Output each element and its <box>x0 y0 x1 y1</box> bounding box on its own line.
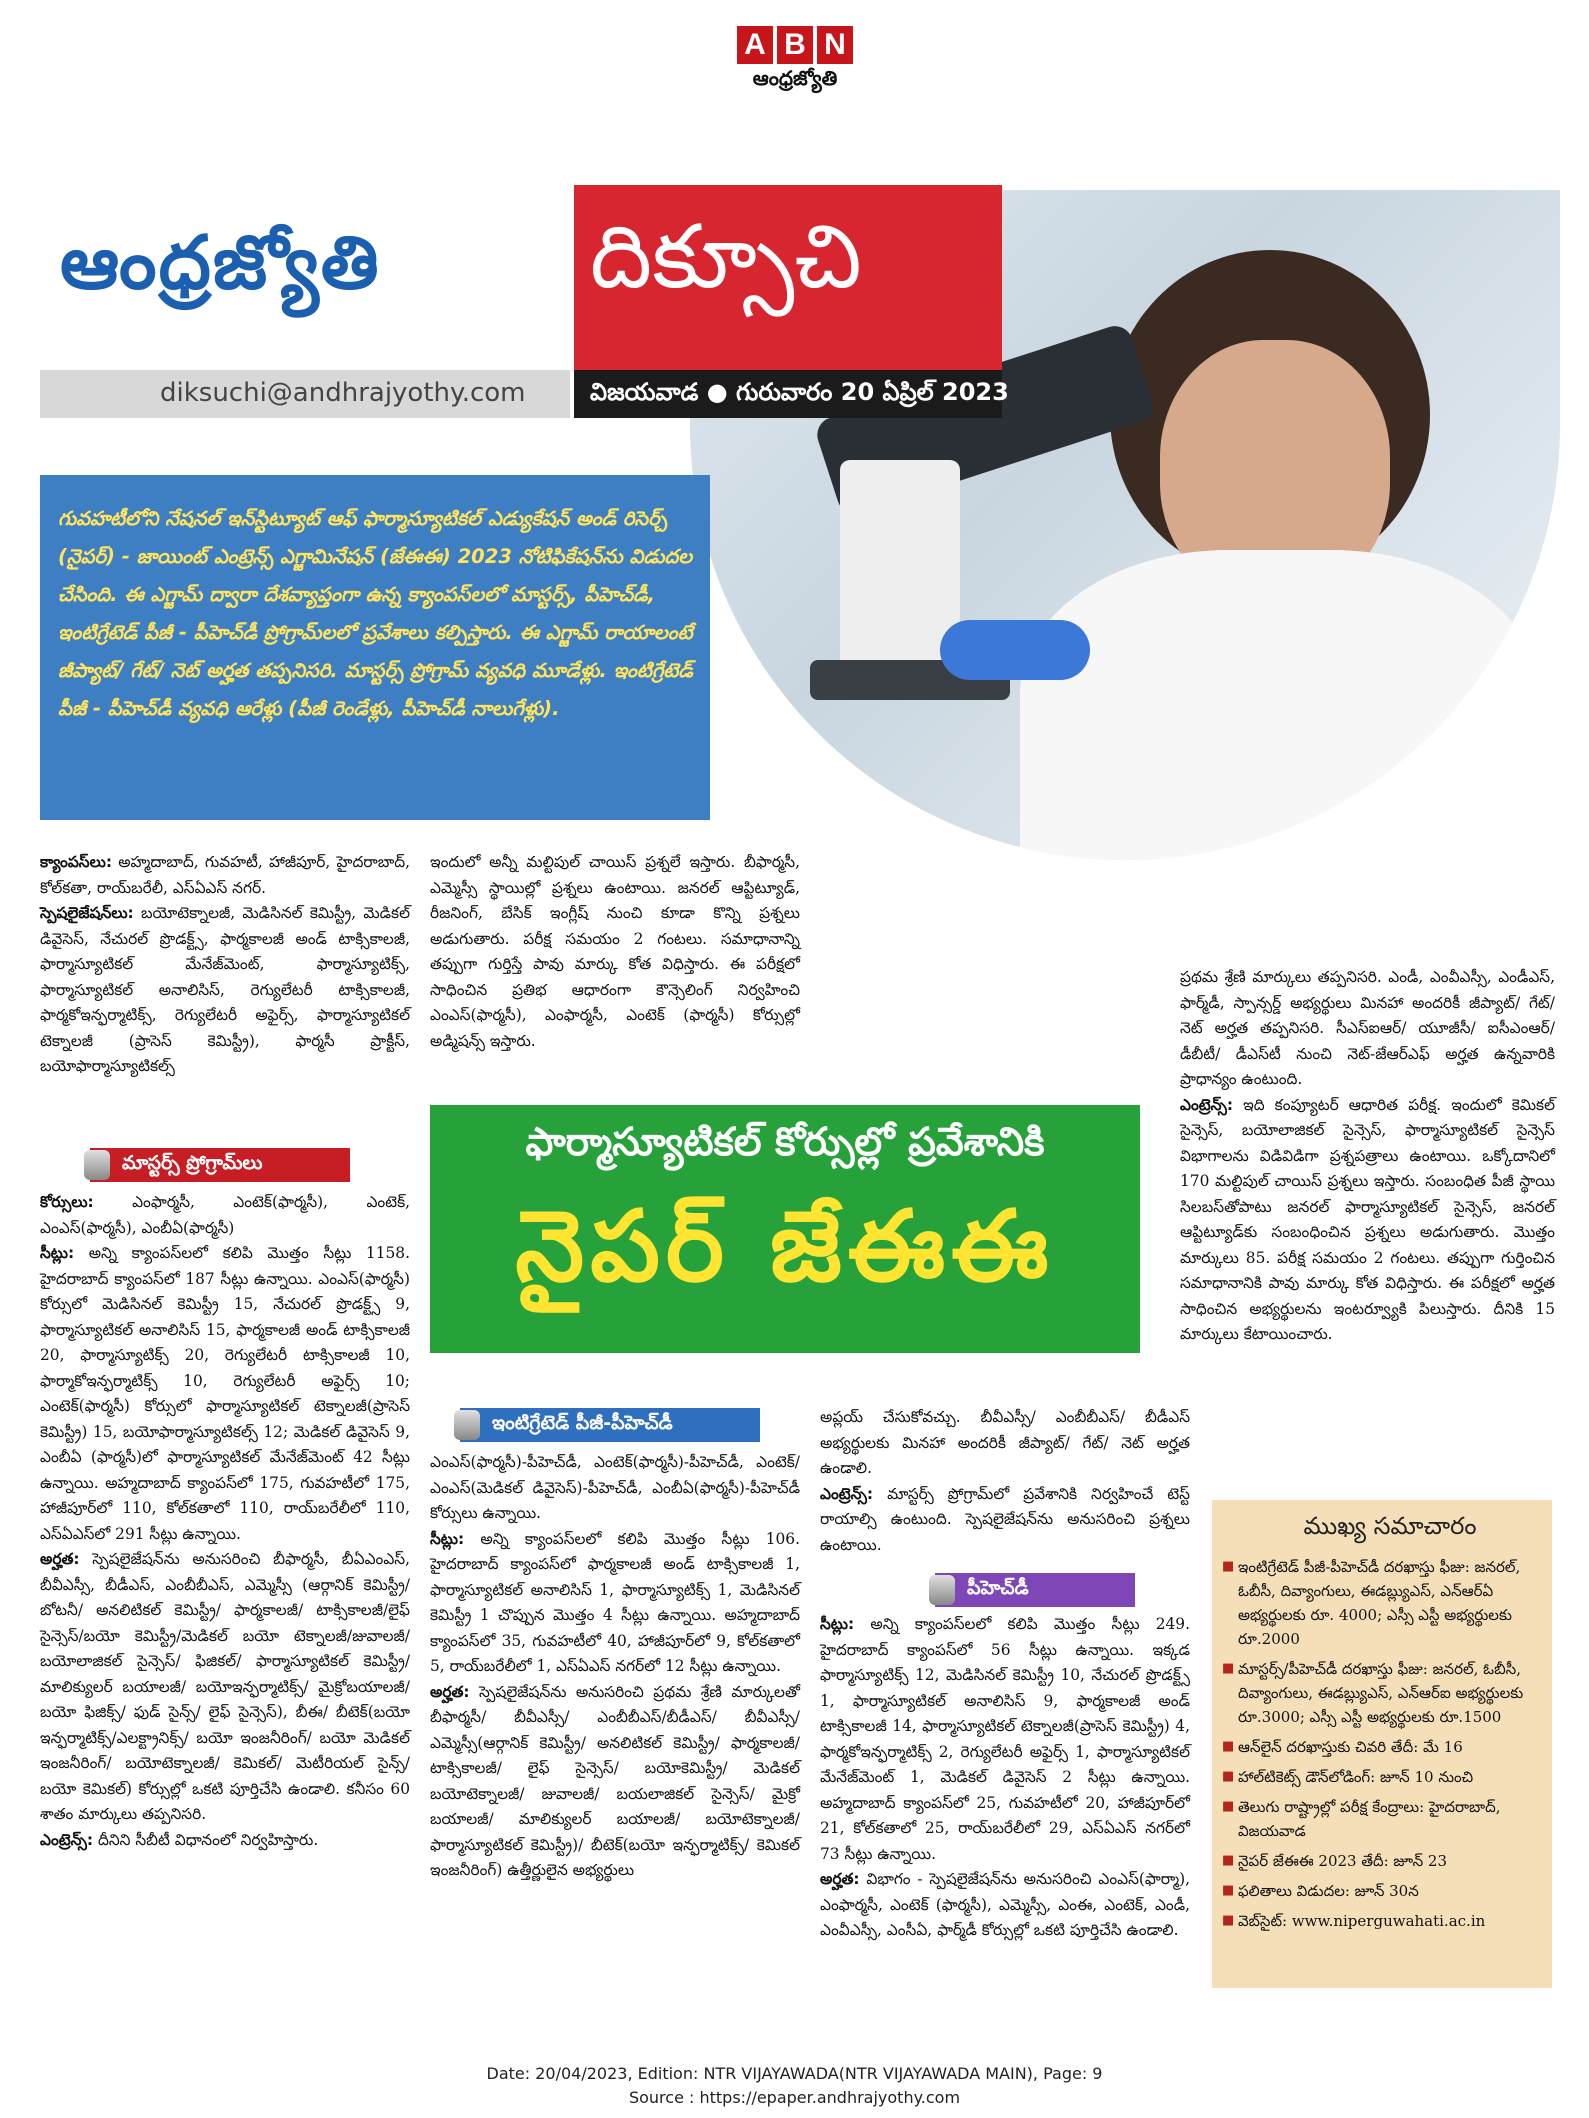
masters-ribbon <box>90 1148 350 1182</box>
paper-title: ఆంధ్రజ్యోతి <box>60 220 381 306</box>
list-item: ■ హాల్‌టికెట్స్ డౌన్‌లోడింగ్: జూన్ 10 నుంచి <box>1222 1765 1552 1789</box>
int-elig-text: స్పెషలైజేషన్‌ను అనుసరించి ప్రథమ శ్రేణి మార్కులతో బీఫార్మసీ/ బీవీఎస్సీ/ ఎంబీబీఎస్/బీడీఎస్/ బీవీఎస్సీ/ ఎమ్మెస్సీ(ఆర్గానిక్ కెమిస్ట్రీ/ అనలిటికల్ కెమిస్ట్రీ/ ఫార్మకాలజీ/ టాక్సికాలజీ/ లైఫ్ సైన్సెస్/ బయోకెమిస్ట్రీ/ మెడికల్ బయోటెక్నాలజీ/ జువాలజీ/ బయలాజికల్ సైన్సెస్/ మైక్రో బయాలజీ/ మాలిక్యులర్ బయాలజీ/ బయోటెక్నాలజీ/ ఫార్మాస్యూటికల్ కెమిస్ట్రీ)/ బీటెక్(బయో ఇన్ఫర్మాటిక్స్/ కెమికల్ ఇంజనీరింగ్) ఉత్తీర్ణులైన అభ్యర్థులు <box>430 1682 800 1879</box>
seats-label: సీట్లు: <box>40 1244 75 1262</box>
integrated-ribbon-label: ఇంటిగ్రేటెడ్ పీజీ-పీహెచ్‌డీ <box>492 1411 673 1434</box>
website-link[interactable]: ■ వెబ్‌సైట్: www.niperguwahati.ac.in <box>1222 1909 1552 1933</box>
phd-seats-label: సీట్లు: <box>820 1615 855 1633</box>
col3-cont-text: అప్లయ్ చేసుకోవచ్చు. బీవీఎస్సీ/ ఎంబీబీఎస్/ బీడీఎస్ అభ్యర్థులకు మినహా అందరికీ జీప్యాట్/ గేట్/ నెట్ అర్హత ఉండాలి. <box>820 1408 1190 1477</box>
column-1-lower <box>40 1190 410 1853</box>
campus-label: క్యాంపస్‌లు: <box>40 853 112 871</box>
col4-entrance-label: ఎంట్రెన్స్: <box>1180 1095 1234 1114</box>
footer-source[interactable]: Source : https://epaper.andhrajyothy.com <box>628 2088 961 2107</box>
capsule-icon <box>454 1410 480 1440</box>
capsule-icon <box>929 1575 955 1605</box>
section-title: దిక్సూచి <box>590 205 862 308</box>
col4-entrance-text: ఇది కంప్యూటర్ ఆధారిత పరీక్ష. ఇందులో కెమికల్ సైన్సెస్, బయోలాజికల్ సైన్సెస్, ఫార్మాస్యూటికల్ సైన్సెస్ విభాగాలను విడివిడిగా ప్రశ్నపత్రాలు ఉంటాయి. ఒక్కోదానిలో 170 మల్టిపుల్ చాయిస్ ప్రశ్నలు ఇస్తారు. సంబంధిత పీజీ స్థాయి సిలబస్‌తోపాటు జనరల్ ఫార్మాస్యూటికల్ సైన్సెస్, జనరల్ ఆప్టిట్యూడ్‌కు సంబంధించిన ప్రశ్నలు అడుగుతారు. మొత్తం మార్కులు 85. పరీక్ష సమయం 2 గంటలు. తప్పుగా గుర్తించిన సమాధానానికి పావు మార్కు కోత విధిస్తారు. ఈ పరీక్షలో అర్హత సాధించిన అభ్యర్థులను ఇంటర్వ్యూకి పిలుస్తారు. దీనికి 15 మార్కులు కేటాయించారు. <box>1180 1095 1555 1343</box>
key-info-title: ముఖ్య సమాచారం <box>1303 1512 1477 1540</box>
headline-line-1: ఫార్మాస్యూటికల్ కోర్సుల్లో ప్రవేశానికి <box>525 1120 1045 1165</box>
col3-entrance-label: ఎంట్రెన్స్: <box>820 1484 874 1503</box>
list-item: ■ తెలుగు రాష్ట్రాల్లో పరీక్ష కేంద్రాలు: హైదరాబాద్, విజయవాడ <box>1222 1795 1552 1843</box>
abn-logo <box>735 26 855 95</box>
spec-label: స్పెషలైజేషన్‌లు: <box>40 904 134 922</box>
courses-label: కోర్సులు: <box>40 1193 94 1211</box>
phd-ribbon-label: పీహెచ్‌డీ <box>967 1576 1029 1599</box>
list-item: ■ మాస్టర్స్/పీహెచ్‌డీ దరఖాస్తు ఫీజు: జనరల్, ఓబీసీ, దివ్యాంగులు, ఈడబ్ల్యుఎస్, ఎన్ఆర్ఐ అభ్యర్థులకు రూ.3000; ఎస్సీ ఎస్టీ అభ్యర్థులకు రూ.1500 <box>1222 1657 1552 1729</box>
entrance-text: దీనిని సీబీటీ విధానంలో నిర్వహిస్తారు. <box>98 1830 319 1849</box>
column-2-bottom <box>430 1450 800 1884</box>
integrated-intro: ఎంఎస్(ఫార్మసీ)-పీహెచ్‌డీ, ఎంటెక్(ఫార్మసీ)-పీహెచ్‌డీ, ఎంటెక్/ఎంఎస్(మెడికల్ డివైసెస్)-పీహెచ్‌డీ, ఎంబీఏ(ఫార్మసీ)-పీహెచ్‌డీ కోర్సులు ఉన్నాయి. <box>430 1453 800 1522</box>
key-info-list <box>1222 1555 1552 1939</box>
integrated-ribbon <box>460 1408 760 1442</box>
column-1 <box>40 850 410 1080</box>
logo-letter-a: A <box>737 26 773 64</box>
column-4 <box>1180 965 1555 1348</box>
phd-elig-label: అర్హత: <box>820 1870 860 1888</box>
list-item: ■ నైపర్ జేఈఈ 2023 తేదీ: జూన్ 23 <box>1222 1849 1552 1873</box>
logo-letter-n: N <box>817 26 853 64</box>
col3-entrance-text: మాస్టర్స్ ప్రోగ్రామ్‌లో ప్రవేశానికి నిర్వహించే టెస్ట్ రాయాల్సి ఉంటుంది. స్పెషలైజేషన్‌ను అనుసరించి ప్రశ్నలు ఉంటాయి. <box>820 1484 1190 1554</box>
elig-label: అర్హత: <box>40 1550 80 1568</box>
phd-ribbon <box>935 1573 1135 1607</box>
col2-top-text: ఇందులో అన్నీ మల్టిపుల్ చాయిస్ ప్రశ్నలే ఇస్తారు. బీఫార్మసీ, ఎమ్మెస్సీ స్థాయిల్లో ప్రశ్నలు ఉంటాయి. జనరల్ ఆప్టిట్యూడ్, రీజనింగ్, బేసిక్ ఇంగ్లీష్ నుంచి కూడా కొన్ని ప్రశ్నలు అడుగుతారు. పరీక్ష సమయం 2 గంటలు. సమాధానాన్ని తప్పుగా గుర్తిస్తే పావు మార్కు కోత విధిస్తారు. ఈ పరీక్షలో సాధించిన ప్రతిభ ఆధారంగా కౌన్సెలింగ్ నిర్వహించి ఎంఎస్(ఫార్మసీ), ఎంఫార్మసీ, ఎంటెక్ (ఫార్మసీ) కోర్సుల్లో అడ్మిషన్స్ ఇస్తారు. <box>430 853 800 1050</box>
footer-edition: Date: 20/04/2023, Edition: NTR VIJAYAWADA(NTR VIJAYAWADA MAIN), Page: 9 <box>486 2064 1103 2083</box>
section-email: diksuchi@andhrajyothy.com <box>160 378 526 408</box>
column-2-top <box>430 850 800 1054</box>
courses-text: ఎంఫార్మసీ, ఎంటెక్(ఫార్మసీ), ఎంటెక్, ఎంఎస్(ఫార్మసీ), ఎంబీఏ(ఫార్మసీ) <box>40 1193 410 1237</box>
headline-line-2: నైపర్ జేఈఈ <box>515 1190 1055 1304</box>
int-seats-label: సీట్లు: <box>430 1529 465 1548</box>
spec-text: బయోటెక్నాలజీ, మెడిసినల్ కెమిస్ట్రీ, మెడికల్ డివైసెస్, నేచురల్ ప్రొడక్ట్స్, ఫార్మకాలజీ అండ్ టాక్సికాలజీ, ఫార్మాస్యూటికల్ మేనేజ్‌మెంట్, ఫార్మాస్యూటిక్స్, ఫార్మాస్యూటికల్ అనాలిసిస్, రెగ్యులేటరీ టాక్సికాలజీ, ఫార్మకోఇన్ఫర్మాటిక్స్, రెగ్యులేటరీ అఫైర్స్, ఫార్మాస్యూటికల్ టెక్నాలజీ (ప్రాసెస్ కెమిస్ట్రీ), ఫార్మసీ ప్రాక్టీస్, బయోఫార్మాస్యూటికల్స్ <box>40 904 410 1075</box>
phd-elig-text: విభాగం - స్పెషలైజేషన్‌ను అనుసరించి ఎంఎస్(ఫార్మా), ఎంఫార్మసీ, ఎంటెక్ (ఫార్మసీ), ఎమ్మెస్సీ, ఎంఈ, ఎంటెక్, ఎండీ, ఎంవీఎస్సీ, ఎంసీఏ, ఫార్మ్‌డీ కోర్సుల్లో ఒకటి పూర్తిచేసి ఉండాలి. <box>820 1870 1190 1939</box>
column-3 <box>820 1405 1190 1558</box>
logo-subtitle: ఆంధ్రజ్యోతి <box>752 66 838 90</box>
int-seats-text: అన్ని క్యాంపస్‌లలో కలిపి మొత్తం సీట్లు 106. హైదరాబాద్ క్యాంపస్‌లో ఫార్మకాలజీ అండ్ టాక్సికాలజీ 1, ఫార్మాస్యూటికల్ అనాలిసిస్ 1, ఫార్మాస్యూటిక్స్ 1, మెడిసినల్ కెమిస్ట్రీ 1 చొప్పున మొత్తం 4 సీట్లు ఉన్నాయి. అహ్మదాబాద్ క్యాంపస్‌లో 35, గువహటీలో 40, హాజీపూర్‌లో 9, కోల్‌కతాలో 5, రాయ్‌బరేలీలో 1, ఎస్ఏఎస్ నగర్‌లో 12 సీట్లు ఉన్నాయి. <box>430 1529 800 1675</box>
list-item: ■ ఇంటిగ్రేటెడ్ పీజీ-పీహెచ్‌డీ దరఖాస్తు ఫీజు: జనరల్, ఓబీసీ, దివ్యాంగులు, ఈడబ్ల్యుఎస్, ఎన్ఆర్ఏ అభ్యర్థులకు రూ. 4000; ఎస్సీ ఎస్టీ అభ్యర్థులకు రూ.2000 <box>1222 1555 1552 1651</box>
intro-text: గువహటీలోని నేషనల్ ఇన్‌స్టిట్యూట్ ఆఫ్ ఫార్మాస్యూటికల్ ఎడ్యుకేషన్ అండ్ రిసెర్చ్ (నైపర్) - జాయింట్ ఎంట్రెన్స్ ఎగ్జామినేషన్ (జేఈఈ) 2023 నోటిఫికేషన్‌ను విడుదల చేసింది. ఈ ఎగ్జామ్ ద్వారా దేశవ్యాప్తంగా ఉన్న క్యాంపస్‌లలో మాస్టర్స్, పీహెచ్‌డీ, ఇంటిగ్రేటెడ్ పీజీ - పీహెచ్‌డీ ప్రోగ్రామ్‌లలో ప్రవేశాలు కల్పిస్తారు. ఈ ఎగ్జామ్ రాయాలంటే జీప్యాట్/ గేట్/ నెట్ అర్హత తప్పనిసరి. మాస్టర్స్ ప్రోగ్రామ్ వ్యవధి మూడేళ్లు. ఇంటిగ్రేటెడ్ పీజీ - పీహెచ్‌డీ వ్యవధి ఆరేళ్లు (పీజీ రెండేళ్లు, పీహెచ్‌డీ నాలుగేళ్లు). <box>58 507 693 720</box>
list-item: ■ ఆన్‌లైన్ దరఖాస్తుకు చివరి తేదీ: మే 16 <box>1222 1735 1552 1759</box>
int-elig-label: అర్హత: <box>430 1682 470 1701</box>
phd-seats-text: అన్ని క్యాంపస్‌లలో కలిపి మొత్తం సీట్లు 249. హైదరాబాద్ క్యాంపస్‌లో 56 సీట్లు ఉన్నాయి. ఇక్కడ ఫార్మాస్యూటిక్స్ 12, మెడిసినల్ కెమిస్ట్రీ 10, నేచురల్ ప్రొడక్ట్స్ 1, ఫార్మాస్యూటికల్ అనాలిసిస్ 9, ఫార్మకాలజీ అండ్ టాక్సికాలజీ 14, ఫార్మాస్యూటికల్ టెక్నాలజీ(ప్రాసెస్ కెమిస్ట్రీ) 4, ఫార్మకోఇన్ఫర్మాటిక్స్ 2, రెగ్యులేటరీ అఫైర్స్ 1, ఫార్మాస్యూటికల్ మేనేజ్‌మెంట్ 1, మెడికల్ డివైసెస్ 2 సీట్లు ఉన్నాయి. అహ్మదాబాద్ క్యాంపస్‌లో 25, గువహటీలో 20, హాజీపూర్‌లో 21, కోల్‌కతాలో 25, రాయ్‌బరేలీలో 29, ఎస్ఏఎస్ నగర్‌లో 73 సీట్లు ఉన్నాయి. <box>820 1615 1190 1863</box>
capsule-icon <box>84 1150 110 1180</box>
list-item: ■ ఫలితాలు విడుదల: జూన్ 30న <box>1222 1879 1552 1903</box>
entrance-label: ఎంట్రెన్స్: <box>40 1830 94 1849</box>
elig-text: స్పెషలైజేషన్‌ను అనుసరించి బీఫార్మసీ, బీఏఎంఎస్, బీవీఎస్సీ, బీడీఎస్, ఎంబీబీఎస్, ఎమ్మెస్సీ (ఆర్గానిక్ కెమిస్ట్రీ/బోటనీ/ అనలిటికల్ కెమిస్ట్రీ/ ఫార్మకాలజీ/ టాక్సికాలజీ/లైఫ్ సైన్సెస్/బయో కెమిస్ట్రీ/మెడికల్ బయో టెక్నాలజీ/జువాలజీ/ బయోలాజికల్ సైన్సెస్/ ఫిజికల్/ ఫార్మాస్యూటికల్ కెమిస్ట్రీ/ మాలిక్యులర్ బయాలజీ/ బయోఇన్ఫర్మాటిక్స్/ మైక్రోబయాలజీ/బయో ఫిజిక్స్/ ఫుడ్ సైన్స్/ లైఫ్ సైన్సెస్), బీఈ/ బీటెక్(బయో ఇన్ఫర్మాటిక్స్/ఎలక్ట్రానిక్స్/ బయో ఇంజనీరింగ్/ బయో మెడికల్ ఇంజనీరింగ్/ బయోటెక్నాలజీ/ కెమికల్/ మెటీరియల్ సైన్స్/ బయో కెమికల్) కోర్సుల్లో ఒకటి పూర్తిచేసి ఉండాలి. కనీసం 60 శాతం మార్కులు తప్పనిసరి. <box>40 1550 410 1823</box>
masters-ribbon-label: మాస్టర్స్ ప్రోగ్రామ్‌లు <box>122 1151 263 1174</box>
dateline: విజయవాడ ● గురువారం 20 ఏప్రిల్ 2023 <box>590 378 1009 406</box>
logo-letter-b: B <box>777 26 813 64</box>
col4-top-text: ప్రథమ శ్రేణి మార్కులు తప్పనిసరి. ఎండీ, ఎంవీఎస్సీ, ఎండీఎస్, ఫార్మ్‌డీ, స్పాన్సర్డ్ అభ్యర్థులు మినహా అందరికీ జీప్యాట్/ గేట్/ నెట్ అర్హత తప్పనిసరి. సీఎస్ఐఆర్/ యూజీసీ/ ఐసీఎంఆర్/ డీబీటీ/ డీఎస్‌టీ నుంచి నెట్-జేఆర్ఎఫ్ అర్హత ఉన్నవారికి ప్రాధాన్యం ఉంటుంది. <box>1180 968 1555 1088</box>
column-3-lower <box>820 1612 1190 1944</box>
seats-text: అన్ని క్యాంపస్‌లలో కలిపి మొత్తం సీట్లు 1158. హైదరాబాద్ క్యాంపస్‌లో 187 సీట్లు ఉన్నాయి. ఎంఎస్(ఫార్మసీ) కోర్సులో మెడిసినల్ కెమిస్ట్రీ 15, నేచురల్ ప్రొడక్ట్స్ 9, ఫార్మాస్యూటికల్ అనాలిసిస్ 15, ఫార్మకాలజీ అండ్ టాక్సికాలజీ 20, ఫార్మాస్యూటిక్స్ 20, రెగ్యులేటరీ టాక్సికాలజీ 10, ఫార్మాకోఇన్ఫర్మాటిక్స్ 10, రెగ్యులేటరీ అఫైర్స్ 10; ఎంటెక్(ఫార్మసీ) కోర్సులో ఫార్మాస్యూటికల్ టెక్నాలజీ(ప్రాసెస్ కెమిస్ట్రీ) 15, బయోఫార్మాస్యూటికల్స్ 12; మెడికల్ డివైసెస్ 9, ఎంబీఏ (ఫార్మసీ)లో ఫార్మాస్యూటికల్ మేనేజ్‌మెంట్ 42 సీట్లు ఉన్నాయి. అహ్మదాబాద్ క్యాంపస్‌లో 175, గువహటీలో 175, హాజీపూర్‌లో 110, కోల్‌కతాలో 110, రాయ్‌బరేలీలో 110, ఎస్ఏఎస్‌లో 291 సీట్లు ఉన్నాయి. <box>40 1244 410 1543</box>
campus-text: అహ్మదాబాద్, గువహటీ, హాజీపూర్, హైదరాబాద్, కోల్‌కతా, రాయ్‌బరేలీ, ఎస్‌ఏఎస్ నగర్. <box>40 853 410 897</box>
